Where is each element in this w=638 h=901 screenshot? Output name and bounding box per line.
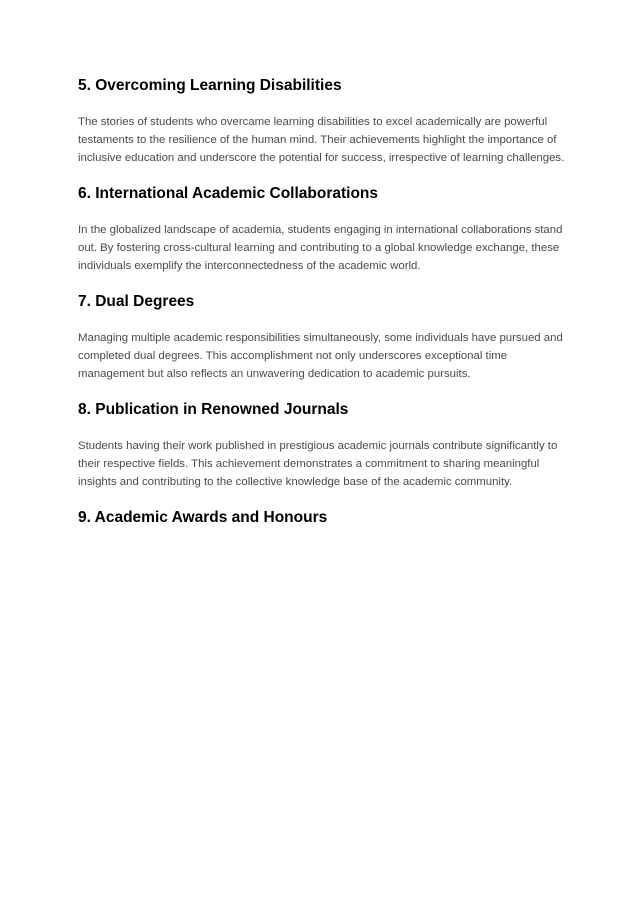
section-paragraph: Managing multiple academic responsibilities simultaneously, some individuals have pursued and completed dual degrees. This accomplishment not only underscores exceptional time management but also reflects an unwavering dedication to academic pursuits. xyxy=(78,332,563,380)
section-paragraph: The stories of students who overcame learning disabilities to excel academically are powerful testaments to the resilience of the human mind. Their achievements highlight the importance of inclusive education and underscore the potential for success, irrespective of learning challenges. xyxy=(78,116,565,164)
section-heading: 7. Dual Degrees xyxy=(78,293,195,310)
section-heading: 8. Publication in Renowned Journals xyxy=(78,401,349,418)
section-paragraph: Students having their work published in prestigious academic journals contribute significantly to their respective fields. This achievement demonstrates a commitment to sharing meaningful insights and contributing to the collective knowledge base of the academic community. xyxy=(78,440,558,488)
section-publication-in-renowned-journals xyxy=(78,400,568,491)
section-academic-awards-and-honours xyxy=(78,508,568,528)
section-heading: 9. Academic Awards and Honours xyxy=(78,509,328,526)
section-international-academic-collaborations xyxy=(78,184,568,275)
section-heading: 5. Overcoming Learning Disabilities xyxy=(78,77,342,94)
document-content xyxy=(78,76,568,545)
section-dual-degrees xyxy=(78,292,568,383)
section-paragraph: In the globalized landscape of academia, students engaging in international collaborations stand out. By fostering cross-cultural learning and contributing to a global knowledge exchange, these individuals exemplify the interconnectedness of the academic world. xyxy=(78,224,563,272)
section-overcoming-learning-disabilities xyxy=(78,76,568,167)
section-heading: 6. International Academic Collaborations xyxy=(78,185,379,202)
